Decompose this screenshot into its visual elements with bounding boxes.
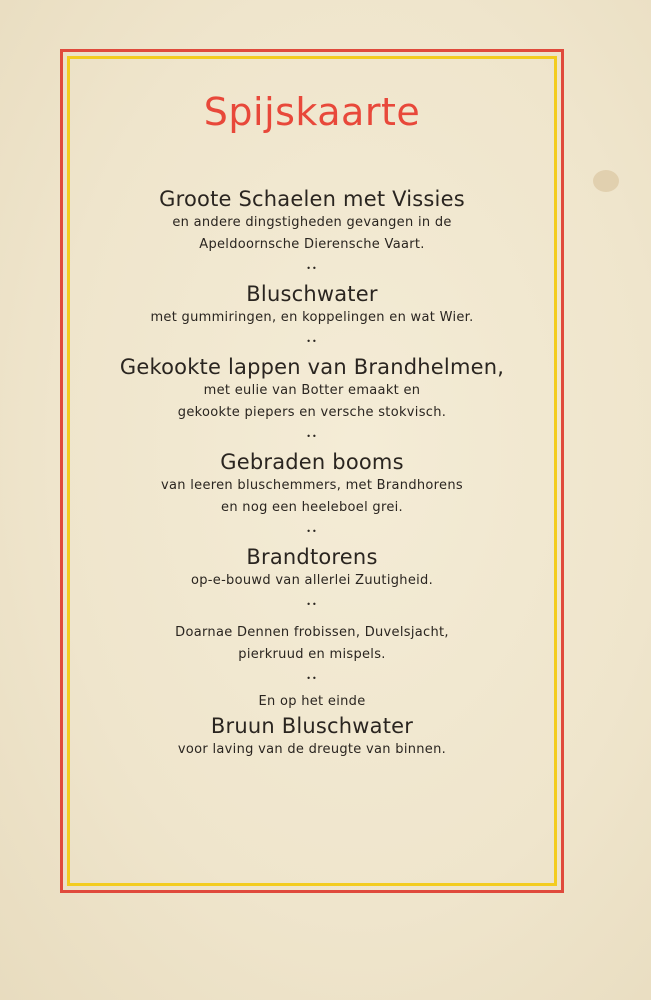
- paper-stain: [593, 170, 619, 192]
- course-4: [70, 449, 554, 519]
- dish-description: Doarnae Dennen frobissen, Duvelsjacht,: [175, 625, 449, 640]
- dish-description: voor laving van de dreugte van binnen.: [177, 742, 447, 757]
- dish-description: met eulie van Botter emaakt en: [203, 383, 421, 398]
- separator-dots: ••: [306, 600, 318, 609]
- course-6: [70, 622, 554, 666]
- dish-description: met gummiringen, en koppelingen en wat Wier.: [150, 310, 474, 325]
- page-title: Spijskaarte: [203, 90, 421, 134]
- course-1: [70, 186, 554, 256]
- separator-dots: ••: [306, 264, 318, 273]
- dish-title: Bruun Bluschwater: [210, 714, 414, 738]
- dish-title: Brandtorens: [246, 545, 378, 569]
- dish-description: pierkruud en mispels.: [238, 647, 386, 662]
- course-3: [70, 354, 554, 424]
- separator-dots: ••: [306, 432, 318, 441]
- menu-content: [70, 60, 554, 761]
- course-2: [70, 281, 554, 329]
- dish-description: en nog een heeleboel grei.: [221, 500, 403, 515]
- dish-description: van leeren bluschemmers, met Brandhorens: [161, 478, 463, 493]
- dish-description: gekookte piepers en versche stokvisch.: [177, 405, 447, 420]
- dish-description: en andere dingstigheden gevangen in de: [172, 215, 452, 230]
- dish-description: op-e-bouwd van allerlei Zuutigheid.: [190, 573, 434, 588]
- separator-dots: ••: [306, 527, 318, 536]
- dish-description: Apeldoornsche Dierensche Vaart.: [199, 237, 425, 252]
- dish-title: Gebraden booms: [220, 450, 404, 474]
- course-finale: [70, 691, 554, 761]
- finale-intro: En op het einde: [258, 694, 366, 709]
- separator-dots: ••: [306, 337, 318, 346]
- dish-title: Groote Schaelen met Vissies: [159, 187, 465, 211]
- course-5: [70, 544, 554, 592]
- separator-dots: ••: [306, 674, 318, 683]
- dish-title: Bluschwater: [246, 282, 378, 306]
- dish-title: Gekookte lappen van Brandhelmen,: [119, 355, 505, 379]
